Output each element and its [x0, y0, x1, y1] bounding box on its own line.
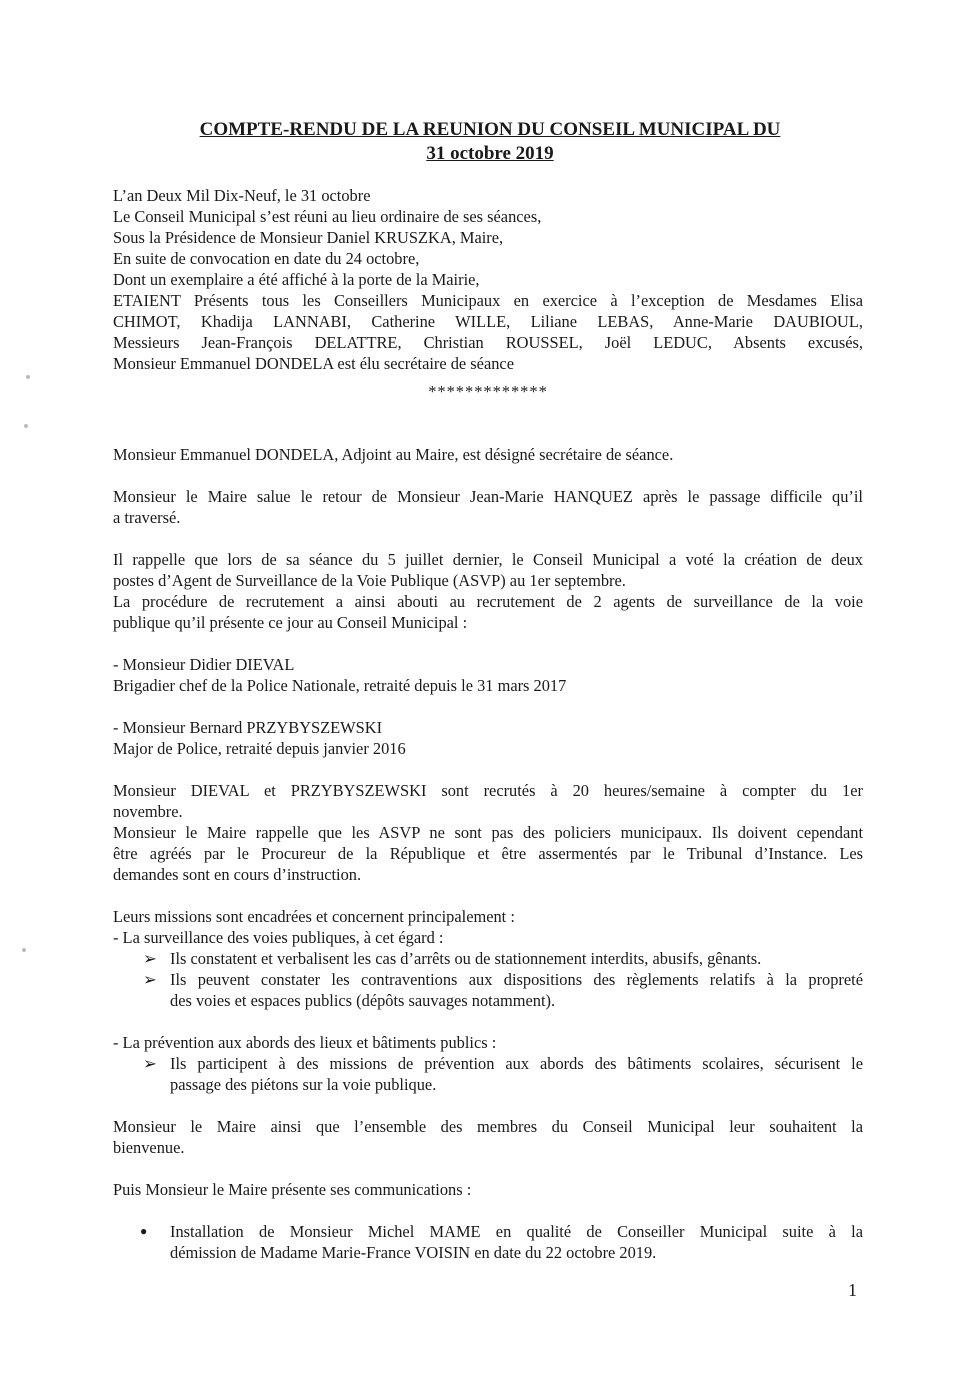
intro-line: En suite de convocation en date du 24 octobre, [113, 249, 420, 268]
list-item-line: Ils participent à des missions de prévention aux abords des bâtiments scolaires, sécurisent le [170, 1054, 863, 1073]
paragraph-recruitment [113, 780, 863, 885]
list-item-line: démission de Madame Marie-France VOISIN en date du 22 octobre 2019. [170, 1243, 657, 1262]
agent-description: Brigadier chef de la Police Nationale, retraité depuis le 31 mars 2017 [113, 676, 567, 695]
agent-name: - Monsieur Didier DIEVAL [113, 655, 295, 674]
agent-description: Major de Police, retraité depuis janvier 2016 [113, 739, 406, 758]
scan-speck [26, 375, 30, 379]
paragraph-line: La procédure de recrutement a ainsi abouti au recrutement de 2 agents de surveillance de la voie [113, 592, 863, 611]
list-item-line: passage des piétons sur la voie publique. [170, 1075, 437, 1094]
list-item [113, 1053, 863, 1095]
paragraph-line: postes d’Agent de Surveillance de la Voie Publique (ASVP) au 1er septembre. [113, 571, 626, 590]
secretary-line: Monsieur Emmanuel DONDELA est élu secrétaire de séance [113, 354, 514, 373]
paragraph-line: Monsieur Emmanuel DONDELA, Adjoint au Maire, est désigné secrétaire de séance. [113, 445, 674, 464]
arrow-bullet-icon: ➢ [143, 970, 157, 989]
list-item-line: des voies et espaces publics (dépôts sauvages notamment). [170, 991, 556, 1010]
title-line-1: COMPTE-RENDU DE LA REUNION DU CONSEIL MUNICIPAL DU [199, 119, 781, 140]
paragraph-line: Monsieur le Maire rappelle que les ASVP ne sont pas des policiers municipaux. Ils doivent cependant [113, 823, 863, 842]
paragraph-line: publique qu’il présente ce jour au Conseil Municipal : [113, 613, 468, 632]
round-bullet-icon: ● [140, 1224, 148, 1238]
page-number: 1 [848, 1280, 857, 1300]
list-item-line: Ils peuvent constater les contraventions aux dispositions des règlements relatifs à la propreté [170, 970, 863, 989]
list-item [113, 969, 863, 1011]
document-body [113, 185, 863, 1263]
paragraph-line: Monsieur DIEVAL et PRZYBYSZEWSKI sont recrutés à 20 heures/semaine à compter du 1er [113, 781, 863, 800]
paragraph-line: novembre. [113, 802, 183, 821]
intro-line: L’an Deux Mil Dix-Neuf, le 31 octobre [113, 186, 371, 205]
arrow-bullet-icon: ➢ [143, 1054, 157, 1073]
paragraph-line: Puis Monsieur le Maire présente ses communications : [113, 1180, 472, 1199]
mission-heading: - La prévention aux abords des lieux et bâtiments publics : [113, 1033, 497, 1052]
agent-name: - Monsieur Bernard PRZYBYSZEWSKI [113, 718, 383, 737]
missions-intro: Leurs missions sont encadrées et concernent principalement : [113, 907, 515, 926]
paragraph-line: Monsieur le Maire ainsi que l’ensemble des membres du Conseil Municipal leur souhaitent la [113, 1117, 863, 1136]
intro-line: Dont un exemplaire a été affiché à la porte de la Mairie, [113, 270, 480, 289]
agent-2 [113, 717, 863, 759]
paragraph-communications [113, 1179, 863, 1200]
scan-speck [24, 424, 28, 428]
paragraph-asvp [113, 549, 863, 633]
intro-block [113, 185, 863, 374]
paragraph-line: Monsieur le Maire salue le retour de Monsieur Jean-Marie HANQUEZ après le passage difficile qu’il [113, 487, 863, 506]
paragraph-line: demandes sont en cours d’instruction. [113, 865, 362, 884]
intro-line: Le Conseil Municipal s’est réuni au lieu ordinaire de ses séances, [113, 207, 542, 226]
missions-section [113, 906, 863, 1011]
paragraph-secretary [113, 444, 863, 465]
separator: ************* [428, 382, 548, 401]
title-line-2: 31 octobre 2019 [426, 143, 554, 164]
document-title [0, 118, 980, 166]
paragraph-welcome [113, 1116, 863, 1158]
attendance-line: CHIMOT, Khadija LANNABI, Catherine WILLE, Liliane LEBAS, Anne-Marie DAUBIOUL, [113, 312, 863, 331]
agent-1 [113, 654, 863, 696]
arrow-bullet-icon: ➢ [143, 949, 157, 968]
paragraph-line: être agréés par le Procureur de la République et être assermentés par le Tribunal d’Instance. Les [113, 844, 863, 863]
paragraph-line: a traversé. [113, 508, 181, 527]
list-item [113, 948, 863, 969]
paragraph-hanquez [113, 486, 863, 528]
list-item-line: Installation de Monsieur Michel MAME en qualité de Conseiller Municipal suite à la [170, 1222, 863, 1241]
list-item-line: Ils constatent et verbalisent les cas d’arrêts ou de stationnement interdits, abusifs, gênants. [170, 949, 762, 968]
list-item [113, 1221, 863, 1263]
mission-heading: - La surveillance des voies publiques, à cet égard : [113, 928, 444, 947]
paragraph-line: bienvenue. [113, 1138, 185, 1157]
scan-speck [22, 948, 26, 952]
attendance-line: Messieurs Jean-François DELATTRE, Christian ROUSSEL, Joël LEDUC, Absents excusés, [113, 333, 863, 352]
prevention-section [113, 1032, 863, 1095]
paragraph-line: Il rappelle que lors de sa séance du 5 juillet dernier, le Conseil Municipal a voté la création de deux [113, 550, 863, 569]
attendance-line: ETAIENT Présents tous les Conseillers Municipaux en exercice à l’exception de Mesdames Elisa [113, 291, 863, 310]
intro-line: Sous la Présidence de Monsieur Daniel KRUSZKA, Maire, [113, 228, 504, 247]
